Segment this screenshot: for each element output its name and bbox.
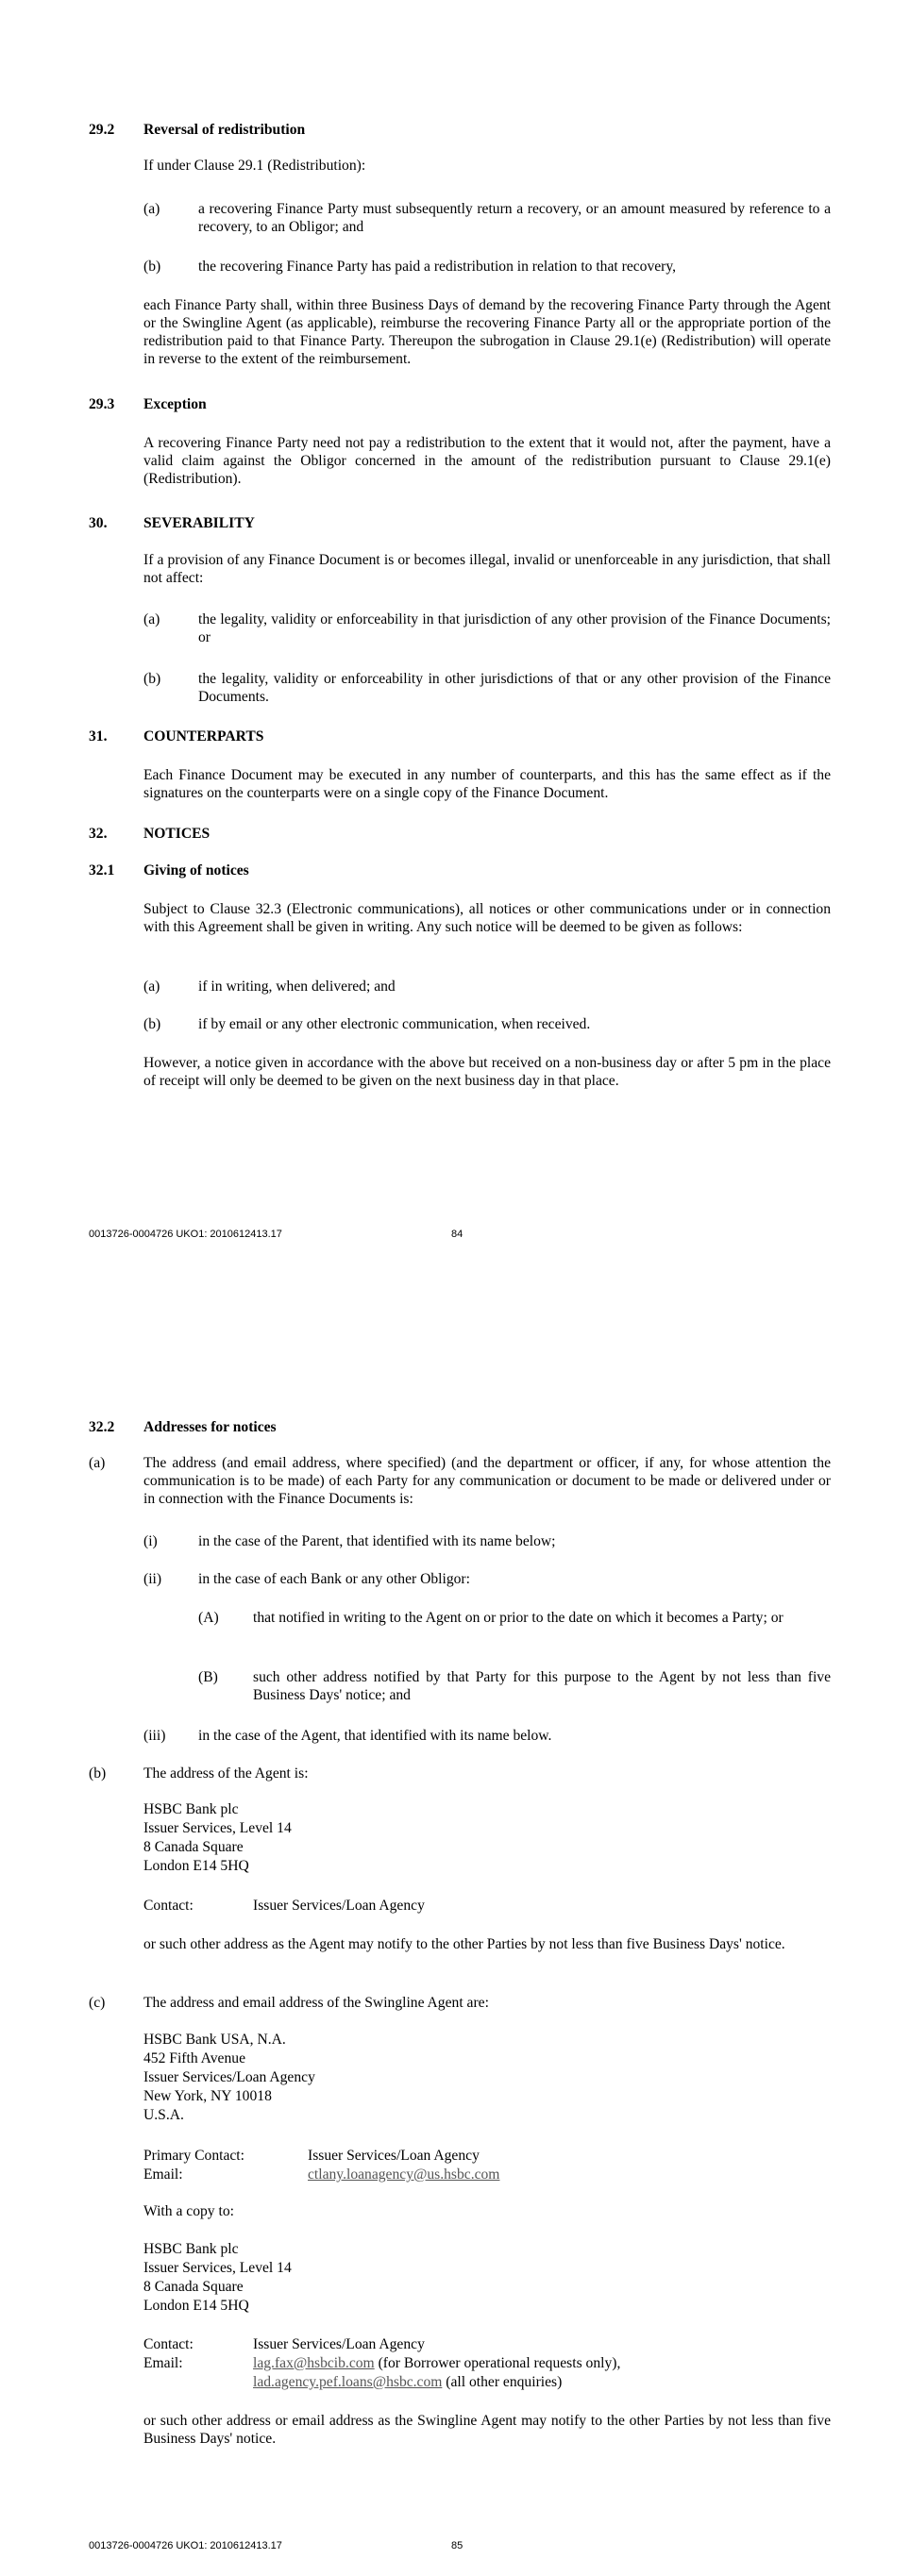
primary-contact-label: Primary Contact: <box>143 2148 244 2164</box>
email-label: Email: <box>143 2355 183 2371</box>
item-label: (b) <box>143 671 161 687</box>
email-link[interactable]: lag.fax@hsbcib.com <box>253 2355 375 2371</box>
clause-paragraph: each Finance Party shall, within three Business Days of demand by the recovering Finance Party through the Agent or the Swingline Agent (as applicable), reimburse the recovering Finance Party all or the appropriate portion of the redistribution paid to that Finance Party. Thereupon the subrogation in Clause 29.1(e) (Redistribution) will operate in reverse to the extent of the reimbursement. <box>143 297 831 367</box>
clause-heading: Giving of notices <box>143 862 249 878</box>
clause-intro: If a provision of any Finance Document is or becomes illegal, invalid or unenforceable in any jurisdiction, that shall not affect: <box>143 552 831 586</box>
footer-reference: 0013726-0004726 UKO1: 2010612413.17 <box>89 2540 282 2551</box>
primary-contact-value: Issuer Services/Loan Agency <box>308 2148 480 2164</box>
footer-reference: 0013726-0004726 UKO1: 2010612413.17 <box>89 1229 282 1240</box>
contact-label: Contact: <box>143 1898 194 1914</box>
email-link[interactable]: lad.agency.pef.loans@hsbc.com <box>253 2374 443 2390</box>
clause-paragraph: A recovering Finance Party need not pay a redistribution to the extent that it would not, after the payment, have a valid claim against the Obligor concerned in the amount of the redistribution pursuant to Clause 29.1(e) (Redistribution). <box>143 435 831 487</box>
clause-heading: NOTICES <box>143 826 211 842</box>
clause-heading: Exception <box>143 396 207 412</box>
address-line: Issuer Services, Level 14 <box>143 2260 292 2276</box>
page-number: 85 <box>451 2540 463 2551</box>
item-label: (b) <box>89 1765 107 1781</box>
clause-number: 29.2 <box>89 122 115 138</box>
address-line: HSBC Bank plc <box>143 2241 239 2257</box>
copy-label: With a copy to: <box>143 2203 234 2219</box>
address-line: 452 Fifth Avenue <box>143 2050 245 2066</box>
email-note: (all other enquiries) <box>442 2374 563 2390</box>
address-line: 8 Canada Square <box>143 2279 244 2295</box>
address-line: London E14 5HQ <box>143 1858 249 1874</box>
item-label: (b) <box>143 259 161 275</box>
item-label: (ii) <box>143 1571 162 1587</box>
item-text: that notified in writing to the Agent on or prior to the date on which it becomes a Party; or <box>253 1610 784 1626</box>
item-text: a recovering Finance Party must subsequently return a recovery, or an amount measured by reference to a recovery, to an Obligor; and <box>198 201 831 235</box>
email-label: Email: <box>143 2166 183 2183</box>
clause-paragraph: or such other address as the Agent may notify to the other Parties by not less than five Business Days' notice. <box>143 1936 785 1952</box>
address-line: Issuer Services, Level 14 <box>143 1820 292 1836</box>
item-label: (a) <box>143 201 160 217</box>
clause-number: 31. <box>89 728 108 744</box>
contact-value: Issuer Services/Loan Agency <box>253 1898 425 1914</box>
clause-heading: Addresses for notices <box>143 1419 277 1435</box>
item-label: (c) <box>89 1995 106 2011</box>
item-label: (b) <box>143 1016 161 1032</box>
item-text: in the case of the Parent, that identified with its name below; <box>198 1533 556 1549</box>
email-note: (for Borrower operational requests only), <box>374 2355 621 2371</box>
item-label: (i) <box>143 1533 158 1549</box>
item-label: (a) <box>143 979 160 995</box>
page-number: 84 <box>451 1229 463 1240</box>
swingline-agent-address <box>143 2031 315 2125</box>
address-line: U.S.A. <box>143 2107 184 2123</box>
clause-paragraph: or such other address or email address as the Swingline Agent may notify to the other Parties by not less than five Business Days' notice. <box>143 2413 831 2447</box>
address-line: Issuer Services/Loan Agency <box>143 2069 315 2085</box>
clause-number: 32.1 <box>89 862 115 878</box>
address-line: HSBC Bank plc <box>143 1801 239 1817</box>
item-text: in the case of each Bank or any other Obligor: <box>198 1571 470 1587</box>
item-text: such other address notified by that Party for this purpose to the Agent by not less than five Business Days' notice; and <box>253 1669 831 1703</box>
item-text: The address and email address of the Swingline Agent are: <box>143 1995 489 2011</box>
email-line-1 <box>253 2354 620 2372</box>
item-text: the legality, validity or enforceability in other jurisdictions of that or any other provision of the Finance Documents. <box>198 671 831 705</box>
item-text: the recovering Finance Party has paid a redistribution in relation to that recovery, <box>198 259 677 275</box>
item-label: (iii) <box>143 1728 166 1744</box>
email-link[interactable]: ctlany.loanagency@us.hsbc.com <box>308 2166 500 2183</box>
clause-heading: COUNTERPARTS <box>143 728 264 744</box>
item-text: in the case of the Agent, that identified with its name below. <box>198 1728 552 1744</box>
item-text: The address (and email address, where specified) (and the department or officer, if any, for whose attention the communication is to be made) of each Party for any communication or document to be made or delivered under or in connection with the Finance Documents is: <box>143 1455 831 1507</box>
contact-value: Issuer Services/Loan Agency <box>253 2336 425 2352</box>
document-page-85 <box>0 1359 910 2576</box>
clause-paragraph: Each Finance Document may be executed in any number of counterparts, and this has the same effect as if the signatures on the counterparts were on a single copy of the Finance Document. <box>143 767 831 801</box>
clause-intro: Subject to Clause 32.3 (Electronic communications), all notices or other communications under or in connection with this Agreement shall be given in writing. Any such notice will be deemed to be given as follows: <box>143 901 831 935</box>
clause-heading: SEVERABILITY <box>143 515 255 531</box>
clause-number: 32.2 <box>89 1419 115 1435</box>
item-label: (B) <box>198 1669 218 1685</box>
item-text: The address of the Agent is: <box>143 1765 309 1781</box>
clause-paragraph: However, a notice given in accordance with the above but received on a non-business day or after 5 pm in the place of receipt will only be deemed to be given on the next business day in that place. <box>143 1055 831 1089</box>
clause-intro: If under Clause 29.1 (Redistribution): <box>143 158 366 174</box>
item-label: (a) <box>143 611 160 627</box>
item-label: (A) <box>198 1610 219 1626</box>
item-text: the legality, validity or enforceability in that jurisdiction of any other provision of the Finance Documents; or <box>198 611 831 645</box>
address-line: New York, NY 10018 <box>143 2088 272 2104</box>
clause-number: 30. <box>89 515 108 531</box>
item-text: if by email or any other electronic communication, when received. <box>198 1016 591 1032</box>
address-line: HSBC Bank USA, N.A. <box>143 2032 286 2048</box>
document-page-84 <box>0 0 910 1264</box>
item-label: (a) <box>89 1455 106 1471</box>
email-line-2 <box>253 2373 562 2391</box>
copy-address <box>143 2240 292 2316</box>
clause-number: 29.3 <box>89 396 115 412</box>
address-line: 8 Canada Square <box>143 1839 244 1855</box>
contact-label: Contact: <box>143 2336 194 2352</box>
agent-address <box>143 1800 292 1876</box>
clause-number: 32. <box>89 826 108 842</box>
address-line: London E14 5HQ <box>143 2298 249 2314</box>
item-text: if in writing, when delivered; and <box>198 979 396 995</box>
clause-heading: Reversal of redistribution <box>143 122 306 138</box>
